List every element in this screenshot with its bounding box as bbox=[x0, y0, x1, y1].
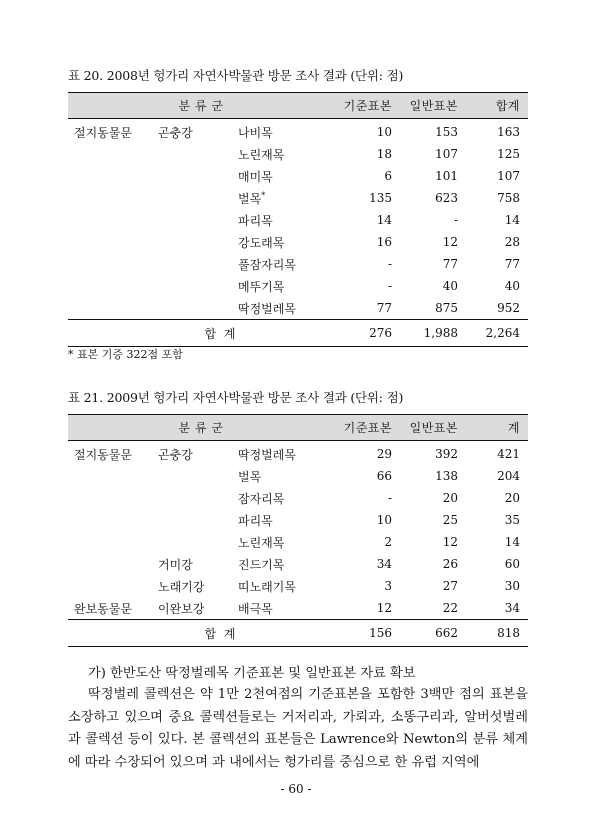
table-total-row bbox=[68, 320, 528, 347]
cell-type-specimens: 3 bbox=[384, 579, 392, 593]
cell-class: 곤충강 bbox=[158, 447, 193, 462]
cell-type-specimens: 77 bbox=[376, 301, 392, 315]
cell-class bbox=[152, 275, 224, 297]
header-group: 분 류 군 bbox=[68, 93, 334, 119]
cell-order: 풀잠자리목 bbox=[238, 257, 296, 272]
table-row bbox=[68, 531, 528, 553]
cell-total: 28 bbox=[504, 235, 520, 249]
cell-total: 60 bbox=[504, 557, 520, 571]
footnote-mark: * bbox=[261, 190, 266, 200]
table-row bbox=[68, 187, 528, 209]
cell-general-specimens: 101 bbox=[435, 169, 458, 183]
cell-order: 메뚜기목 bbox=[238, 279, 285, 294]
cell-type-specimens: 2 bbox=[384, 535, 392, 549]
cell-order: 딱정벌레목 bbox=[238, 447, 296, 462]
cell-total: 107 bbox=[497, 169, 520, 183]
cell-type-specimens: 34 bbox=[376, 557, 392, 571]
cell-phylum bbox=[68, 575, 152, 597]
table-row bbox=[68, 165, 528, 187]
cell-general-specimens: 26 bbox=[442, 557, 458, 571]
cell-phylum bbox=[68, 231, 152, 253]
header-type-specimens: 기준표본 bbox=[334, 415, 400, 441]
cell-order: 노린재목 bbox=[238, 147, 285, 162]
cell-phylum bbox=[68, 253, 152, 275]
cell-order: 벌목 bbox=[238, 469, 262, 484]
table-header-row bbox=[68, 93, 528, 119]
total-general: 662 bbox=[400, 620, 466, 647]
cell-general-specimens: 107 bbox=[435, 147, 458, 161]
total-type: 156 bbox=[334, 620, 400, 647]
total-total: 818 bbox=[466, 620, 528, 647]
cell-total: 421 bbox=[497, 447, 520, 461]
cell-phylum: 완보동물문 bbox=[74, 601, 132, 616]
cell-general-specimens: 12 bbox=[442, 235, 458, 249]
cell-total: 14 bbox=[504, 535, 520, 549]
cell-class bbox=[152, 143, 224, 165]
cell-total: 204 bbox=[497, 469, 520, 483]
cell-total: 20 bbox=[504, 491, 520, 505]
cell-class bbox=[152, 231, 224, 253]
cell-general-specimens: 20 bbox=[442, 491, 458, 505]
table-row bbox=[68, 297, 528, 320]
cell-total: 758 bbox=[497, 191, 520, 205]
total-label: 합 계 bbox=[68, 620, 334, 647]
cell-total: 163 bbox=[497, 125, 520, 139]
cell-phylum bbox=[68, 553, 152, 575]
cell-type-specimens: 10 bbox=[376, 125, 392, 139]
cell-total: 30 bbox=[504, 579, 520, 593]
cell-general-specimens: 138 bbox=[435, 469, 458, 483]
cell-type-specimens: 18 bbox=[376, 147, 392, 161]
cell-general-specimens: 40 bbox=[442, 279, 458, 293]
table-21-body bbox=[68, 441, 528, 647]
table-row bbox=[68, 231, 528, 253]
cell-type-specimens: 135 bbox=[369, 191, 392, 205]
cell-general-specimens: 623 bbox=[435, 191, 458, 205]
cell-phylum: 절지동물문 bbox=[74, 447, 132, 462]
cell-order: 강도래목 bbox=[238, 235, 285, 250]
cell-class bbox=[152, 187, 224, 209]
table-row bbox=[68, 253, 528, 275]
cell-type-specimens: - bbox=[387, 257, 392, 271]
table-20 bbox=[68, 92, 528, 347]
header-general-specimens: 일반표본 bbox=[400, 415, 466, 441]
table-total-row bbox=[68, 620, 528, 647]
cell-phylum: 절지동물문 bbox=[74, 125, 132, 140]
table-row bbox=[68, 441, 528, 466]
cell-total: 14 bbox=[504, 213, 520, 227]
cell-class bbox=[152, 165, 224, 187]
table-row bbox=[68, 465, 528, 487]
cell-order: 파리목 bbox=[238, 213, 273, 228]
table-row bbox=[68, 487, 528, 509]
cell-order: 딱정벌레목 bbox=[238, 301, 296, 316]
table-21 bbox=[68, 414, 528, 647]
table-row bbox=[68, 575, 528, 597]
total-type: 276 bbox=[334, 320, 400, 347]
table-row bbox=[68, 119, 528, 144]
table-row bbox=[68, 553, 528, 575]
cell-type-specimens: 6 bbox=[384, 169, 392, 183]
header-total: 계 bbox=[466, 415, 528, 441]
cell-order: 배극목 bbox=[238, 601, 273, 616]
cell-type-specimens: 66 bbox=[376, 469, 392, 483]
table-header-row bbox=[68, 415, 528, 441]
cell-general-specimens: 12 bbox=[442, 535, 458, 549]
cell-class bbox=[152, 209, 224, 231]
total-total: 2,264 bbox=[466, 320, 528, 347]
cell-phylum bbox=[68, 487, 152, 509]
cell-general-specimens: 875 bbox=[435, 301, 458, 315]
cell-type-specimens: 10 bbox=[376, 513, 392, 527]
cell-order: 벌목* bbox=[238, 190, 266, 206]
table-row bbox=[68, 143, 528, 165]
total-general: 1,988 bbox=[400, 320, 466, 347]
cell-order: 잠자리목 bbox=[238, 491, 285, 506]
cell-class bbox=[152, 297, 224, 320]
total-label: 합 계 bbox=[68, 320, 334, 347]
cell-order: 매미목 bbox=[238, 169, 273, 184]
cell-type-specimens: 14 bbox=[376, 213, 392, 227]
body-paragraph: 딱정벌레 콜렉션은 약 1만 2천여점의 기준표본을 포함한 3백만 점의 표본을 소장하고 있으며 중요 콜렉션들로는 거저리과, 가뢰과, 소똥구리과, 알버섯벌레과 콜렉션 등이 있다. 본 콜렉션의 표본들은 Lawrence와 Newton의 분류 체계에 따라 수장되어 있으며 과 내에서는 헝가리를 중심으로 한 유럽 지역에 bbox=[68, 687, 528, 770]
section-heading: 가) 한반도산 딱정벌레목 기준표본 및 일반표본 자료 확보 bbox=[88, 666, 416, 681]
cell-order: 띠노래기목 bbox=[238, 579, 296, 594]
cell-order: 파리목 bbox=[238, 513, 273, 528]
cell-class bbox=[152, 465, 224, 487]
cell-general-specimens: 25 bbox=[442, 513, 458, 527]
table-row bbox=[68, 509, 528, 531]
cell-class: 노래기강 bbox=[158, 579, 205, 594]
cell-phylum bbox=[68, 275, 152, 297]
footnote: * 표본 기증 322점 포함 bbox=[68, 348, 183, 361]
cell-general-specimens: - bbox=[453, 213, 458, 227]
cell-class: 이완보강 bbox=[158, 601, 205, 616]
cell-class bbox=[152, 487, 224, 509]
body-paragraph-block bbox=[68, 684, 528, 774]
header-total: 합계 bbox=[466, 93, 528, 119]
cell-phylum bbox=[68, 187, 152, 209]
cell-total: 34 bbox=[504, 601, 520, 615]
table-21-caption: 표 21. 2009년 헝가리 자연사박물관 방문 조사 결과 (단위: 점) bbox=[68, 390, 404, 405]
cell-class bbox=[152, 253, 224, 275]
cell-phylum bbox=[68, 165, 152, 187]
cell-order: 나비목 bbox=[238, 125, 273, 140]
cell-class: 거미강 bbox=[158, 557, 193, 572]
cell-phylum bbox=[68, 509, 152, 531]
cell-type-specimens: 16 bbox=[376, 235, 392, 249]
cell-phylum bbox=[68, 465, 152, 487]
cell-type-specimens: 12 bbox=[376, 601, 392, 615]
cell-type-specimens: - bbox=[387, 279, 392, 293]
cell-total: 77 bbox=[504, 257, 520, 271]
header-general-specimens: 일반표본 bbox=[400, 93, 466, 119]
cell-class bbox=[152, 531, 224, 553]
table-20-caption: 표 20. 2008년 헝가리 자연사박물관 방문 조사 결과 (단위: 점) bbox=[68, 68, 404, 83]
table-20-body bbox=[68, 119, 528, 347]
cell-class bbox=[152, 509, 224, 531]
header-group: 분 류 군 bbox=[68, 415, 334, 441]
header-type-specimens: 기준표본 bbox=[334, 93, 400, 119]
cell-class: 곤충강 bbox=[158, 125, 193, 140]
cell-total: 125 bbox=[497, 147, 520, 161]
cell-general-specimens: 153 bbox=[435, 125, 458, 139]
cell-total: 40 bbox=[504, 279, 520, 293]
cell-general-specimens: 27 bbox=[442, 579, 458, 593]
cell-phylum bbox=[68, 297, 152, 320]
cell-type-specimens: - bbox=[387, 491, 392, 505]
cell-phylum bbox=[68, 531, 152, 553]
cell-order: 노린재목 bbox=[238, 535, 285, 550]
table-row bbox=[68, 597, 528, 620]
cell-phylum bbox=[68, 143, 152, 165]
cell-order: 진드기목 bbox=[238, 557, 285, 572]
cell-phylum bbox=[68, 209, 152, 231]
cell-total: 952 bbox=[497, 301, 520, 315]
page-number: - 60 - bbox=[280, 782, 312, 796]
table-row bbox=[68, 275, 528, 297]
cell-general-specimens: 392 bbox=[435, 447, 458, 461]
cell-total: 35 bbox=[504, 513, 520, 527]
cell-type-specimens: 29 bbox=[376, 447, 392, 461]
cell-general-specimens: 77 bbox=[442, 257, 458, 271]
cell-general-specimens: 22 bbox=[442, 601, 458, 615]
table-row bbox=[68, 209, 528, 231]
